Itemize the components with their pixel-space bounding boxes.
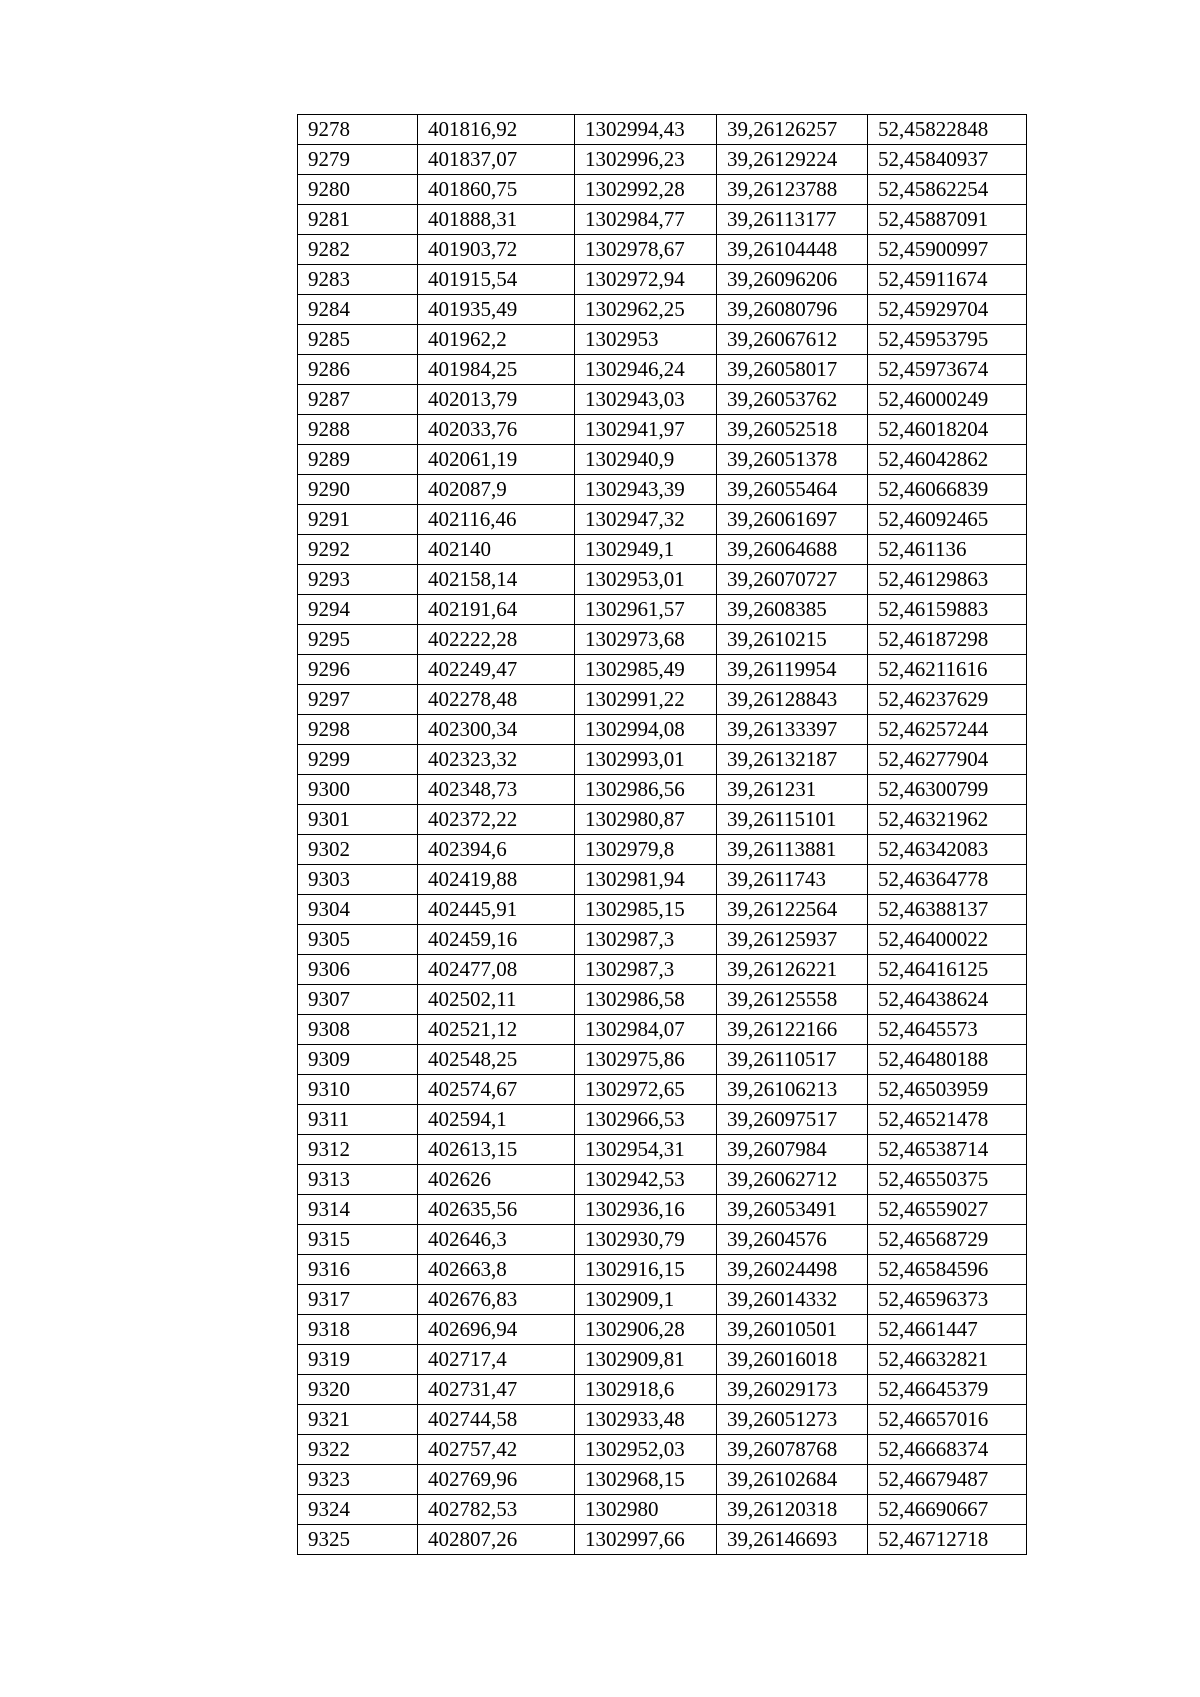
x-coordinate-cell: 402140	[418, 535, 575, 565]
y-coordinate-cell: 1302979,8	[575, 835, 717, 865]
x-coordinate-cell: 402635,56	[418, 1195, 575, 1225]
x-coordinate-cell: 402548,25	[418, 1045, 575, 1075]
latitude-cell: 52,45900997	[868, 235, 1027, 265]
y-coordinate-cell: 1302961,57	[575, 595, 717, 625]
y-coordinate-cell: 1302975,86	[575, 1045, 717, 1075]
point-number-cell: 9278	[298, 115, 418, 145]
longitude-cell: 39,26146693	[717, 1525, 868, 1555]
point-number-cell: 9293	[298, 565, 418, 595]
x-coordinate-cell: 402348,73	[418, 775, 575, 805]
point-number-cell: 9313	[298, 1165, 418, 1195]
y-coordinate-cell: 1302943,03	[575, 385, 717, 415]
point-number-cell: 9300	[298, 775, 418, 805]
x-coordinate-cell: 402769,96	[418, 1465, 575, 1495]
table-row	[298, 415, 1027, 445]
longitude-cell: 39,26055464	[717, 475, 868, 505]
longitude-cell: 39,26129224	[717, 145, 868, 175]
table-row	[298, 835, 1027, 865]
table-row	[298, 1315, 1027, 1345]
longitude-cell: 39,26052518	[717, 415, 868, 445]
point-number-cell: 9302	[298, 835, 418, 865]
longitude-cell: 39,26078768	[717, 1435, 868, 1465]
longitude-cell: 39,26128843	[717, 685, 868, 715]
point-number-cell: 9294	[298, 595, 418, 625]
point-number-cell: 9315	[298, 1225, 418, 1255]
latitude-cell: 52,46129863	[868, 565, 1027, 595]
table-row	[298, 1165, 1027, 1195]
table-row	[298, 445, 1027, 475]
table-row	[298, 1495, 1027, 1525]
longitude-cell: 39,26102684	[717, 1465, 868, 1495]
y-coordinate-cell: 1302943,39	[575, 475, 717, 505]
x-coordinate-cell: 402419,88	[418, 865, 575, 895]
y-coordinate-cell: 1302972,65	[575, 1075, 717, 1105]
y-coordinate-cell: 1302909,1	[575, 1285, 717, 1315]
y-coordinate-cell: 1302993,01	[575, 745, 717, 775]
longitude-cell: 39,26067612	[717, 325, 868, 355]
y-coordinate-cell: 1302954,31	[575, 1135, 717, 1165]
point-number-cell: 9282	[298, 235, 418, 265]
table-row	[298, 1135, 1027, 1165]
point-number-cell: 9283	[298, 265, 418, 295]
y-coordinate-cell: 1302986,58	[575, 985, 717, 1015]
table-row	[298, 715, 1027, 745]
latitude-cell: 52,46257244	[868, 715, 1027, 745]
x-coordinate-cell: 402249,47	[418, 655, 575, 685]
y-coordinate-cell: 1302918,6	[575, 1375, 717, 1405]
point-number-cell: 9324	[298, 1495, 418, 1525]
point-number-cell: 9316	[298, 1255, 418, 1285]
longitude-cell: 39,26115101	[717, 805, 868, 835]
point-number-cell: 9311	[298, 1105, 418, 1135]
x-coordinate-cell: 402613,15	[418, 1135, 575, 1165]
latitude-cell: 52,46300799	[868, 775, 1027, 805]
x-coordinate-cell: 401860,75	[418, 175, 575, 205]
x-coordinate-cell: 402061,19	[418, 445, 575, 475]
x-coordinate-cell: 402394,6	[418, 835, 575, 865]
x-coordinate-cell: 402191,64	[418, 595, 575, 625]
longitude-cell: 39,26010501	[717, 1315, 868, 1345]
x-coordinate-cell: 402502,11	[418, 985, 575, 1015]
latitude-cell: 52,45822848	[868, 115, 1027, 145]
table-row	[298, 775, 1027, 805]
y-coordinate-cell: 1302978,67	[575, 235, 717, 265]
point-number-cell: 9287	[298, 385, 418, 415]
x-coordinate-cell: 402222,28	[418, 625, 575, 655]
longitude-cell: 39,26122166	[717, 1015, 868, 1045]
y-coordinate-cell: 1302980	[575, 1495, 717, 1525]
x-coordinate-cell: 402731,47	[418, 1375, 575, 1405]
table-row	[298, 925, 1027, 955]
y-coordinate-cell: 1302985,15	[575, 895, 717, 925]
longitude-cell: 39,26016018	[717, 1345, 868, 1375]
y-coordinate-cell: 1302994,43	[575, 115, 717, 145]
table-row	[298, 1105, 1027, 1135]
table-row	[298, 1015, 1027, 1045]
table-row	[298, 265, 1027, 295]
longitude-cell: 39,26096206	[717, 265, 868, 295]
longitude-cell: 39,26126221	[717, 955, 868, 985]
latitude-cell: 52,45929704	[868, 295, 1027, 325]
longitude-cell: 39,2610215	[717, 625, 868, 655]
longitude-cell: 39,26113177	[717, 205, 868, 235]
table-row	[298, 1405, 1027, 1435]
y-coordinate-cell: 1302996,23	[575, 145, 717, 175]
longitude-cell: 39,26058017	[717, 355, 868, 385]
point-number-cell: 9306	[298, 955, 418, 985]
y-coordinate-cell: 1302916,15	[575, 1255, 717, 1285]
table-row	[298, 745, 1027, 775]
latitude-cell: 52,46000249	[868, 385, 1027, 415]
latitude-cell: 52,45973674	[868, 355, 1027, 385]
longitude-cell: 39,26125937	[717, 925, 868, 955]
longitude-cell: 39,2608385	[717, 595, 868, 625]
x-coordinate-cell: 402372,22	[418, 805, 575, 835]
table-row	[298, 685, 1027, 715]
table-row	[298, 145, 1027, 175]
point-number-cell: 9301	[298, 805, 418, 835]
longitude-cell: 39,26097517	[717, 1105, 868, 1135]
longitude-cell: 39,26125558	[717, 985, 868, 1015]
point-number-cell: 9320	[298, 1375, 418, 1405]
x-coordinate-cell: 402459,16	[418, 925, 575, 955]
table-row	[298, 325, 1027, 355]
point-number-cell: 9314	[298, 1195, 418, 1225]
table-row	[298, 1195, 1027, 1225]
y-coordinate-cell: 1302909,81	[575, 1345, 717, 1375]
longitude-cell: 39,2611743	[717, 865, 868, 895]
table-row	[298, 115, 1027, 145]
x-coordinate-cell: 402116,46	[418, 505, 575, 535]
longitude-cell: 39,26132187	[717, 745, 868, 775]
longitude-cell: 39,26053762	[717, 385, 868, 415]
table-row	[298, 1345, 1027, 1375]
y-coordinate-cell: 1302984,07	[575, 1015, 717, 1045]
latitude-cell: 52,46092465	[868, 505, 1027, 535]
x-coordinate-cell: 402574,67	[418, 1075, 575, 1105]
latitude-cell: 52,46321962	[868, 805, 1027, 835]
table-row	[298, 475, 1027, 505]
point-number-cell: 9292	[298, 535, 418, 565]
point-number-cell: 9289	[298, 445, 418, 475]
point-number-cell: 9299	[298, 745, 418, 775]
point-number-cell: 9296	[298, 655, 418, 685]
table-row	[298, 235, 1027, 265]
longitude-cell: 39,26106213	[717, 1075, 868, 1105]
point-number-cell: 9309	[298, 1045, 418, 1075]
table-row	[298, 955, 1027, 985]
y-coordinate-cell: 1302986,56	[575, 775, 717, 805]
y-coordinate-cell: 1302980,87	[575, 805, 717, 835]
point-number-cell: 9307	[298, 985, 418, 1015]
longitude-cell: 39,26126257	[717, 115, 868, 145]
x-coordinate-cell: 401962,2	[418, 325, 575, 355]
latitude-cell: 52,46645379	[868, 1375, 1027, 1405]
latitude-cell: 52,46388137	[868, 895, 1027, 925]
point-number-cell: 9304	[298, 895, 418, 925]
y-coordinate-cell: 1302994,08	[575, 715, 717, 745]
y-coordinate-cell: 1302940,9	[575, 445, 717, 475]
point-number-cell: 9312	[298, 1135, 418, 1165]
point-number-cell: 9305	[298, 925, 418, 955]
point-number-cell: 9281	[298, 205, 418, 235]
x-coordinate-cell: 402158,14	[418, 565, 575, 595]
longitude-cell: 39,26123788	[717, 175, 868, 205]
x-coordinate-cell: 402782,53	[418, 1495, 575, 1525]
y-coordinate-cell: 1302941,97	[575, 415, 717, 445]
latitude-cell: 52,46679487	[868, 1465, 1027, 1495]
latitude-cell: 52,46438624	[868, 985, 1027, 1015]
point-number-cell: 9290	[298, 475, 418, 505]
longitude-cell: 39,261231	[717, 775, 868, 805]
point-number-cell: 9284	[298, 295, 418, 325]
latitude-cell: 52,46559027	[868, 1195, 1027, 1225]
longitude-cell: 39,26024498	[717, 1255, 868, 1285]
latitude-cell: 52,45840937	[868, 145, 1027, 175]
table-row	[298, 1435, 1027, 1465]
longitude-cell: 39,26062712	[717, 1165, 868, 1195]
table-row	[298, 295, 1027, 325]
longitude-cell: 39,26133397	[717, 715, 868, 745]
coordinates-table	[297, 114, 1027, 1555]
y-coordinate-cell: 1302984,77	[575, 205, 717, 235]
latitude-cell: 52,46342083	[868, 835, 1027, 865]
x-coordinate-cell: 402278,48	[418, 685, 575, 715]
coordinates-table-body	[298, 115, 1027, 1555]
table-row	[298, 1525, 1027, 1555]
x-coordinate-cell: 402013,79	[418, 385, 575, 415]
x-coordinate-cell: 402757,42	[418, 1435, 575, 1465]
table-row	[298, 655, 1027, 685]
table-row	[298, 865, 1027, 895]
point-number-cell: 9308	[298, 1015, 418, 1045]
latitude-cell: 52,46211616	[868, 655, 1027, 685]
point-number-cell: 9323	[298, 1465, 418, 1495]
latitude-cell: 52,46712718	[868, 1525, 1027, 1555]
longitude-cell: 39,2604576	[717, 1225, 868, 1255]
x-coordinate-cell: 401816,92	[418, 115, 575, 145]
x-coordinate-cell: 401837,07	[418, 145, 575, 175]
x-coordinate-cell: 402477,08	[418, 955, 575, 985]
y-coordinate-cell: 1302933,48	[575, 1405, 717, 1435]
latitude-cell: 52,46538714	[868, 1135, 1027, 1165]
x-coordinate-cell: 402807,26	[418, 1525, 575, 1555]
table-row	[298, 805, 1027, 835]
latitude-cell: 52,46584596	[868, 1255, 1027, 1285]
y-coordinate-cell: 1302962,25	[575, 295, 717, 325]
y-coordinate-cell: 1302953	[575, 325, 717, 355]
y-coordinate-cell: 1302987,3	[575, 925, 717, 955]
point-number-cell: 9291	[298, 505, 418, 535]
table-row	[298, 625, 1027, 655]
x-coordinate-cell: 401984,25	[418, 355, 575, 385]
y-coordinate-cell: 1302987,3	[575, 955, 717, 985]
point-number-cell: 9322	[298, 1435, 418, 1465]
table-row	[298, 985, 1027, 1015]
longitude-cell: 39,26029173	[717, 1375, 868, 1405]
point-number-cell: 9303	[298, 865, 418, 895]
latitude-cell: 52,46568729	[868, 1225, 1027, 1255]
x-coordinate-cell: 402744,58	[418, 1405, 575, 1435]
point-number-cell: 9298	[298, 715, 418, 745]
y-coordinate-cell: 1302968,15	[575, 1465, 717, 1495]
latitude-cell: 52,46632821	[868, 1345, 1027, 1375]
y-coordinate-cell: 1302942,53	[575, 1165, 717, 1195]
longitude-cell: 39,2607984	[717, 1135, 868, 1165]
table-row	[298, 505, 1027, 535]
table-row	[298, 895, 1027, 925]
latitude-cell: 52,46550375	[868, 1165, 1027, 1195]
table-row	[298, 595, 1027, 625]
latitude-cell: 52,45953795	[868, 325, 1027, 355]
longitude-cell: 39,26122564	[717, 895, 868, 925]
latitude-cell: 52,46187298	[868, 625, 1027, 655]
point-number-cell: 9318	[298, 1315, 418, 1345]
latitude-cell: 52,46668374	[868, 1435, 1027, 1465]
x-coordinate-cell: 401903,72	[418, 235, 575, 265]
x-coordinate-cell: 401915,54	[418, 265, 575, 295]
latitude-cell: 52,46400022	[868, 925, 1027, 955]
x-coordinate-cell: 402300,34	[418, 715, 575, 745]
longitude-cell: 39,26110517	[717, 1045, 868, 1075]
x-coordinate-cell: 402663,8	[418, 1255, 575, 1285]
y-coordinate-cell: 1302952,03	[575, 1435, 717, 1465]
point-number-cell: 9279	[298, 145, 418, 175]
latitude-cell: 52,461136	[868, 535, 1027, 565]
y-coordinate-cell: 1302949,1	[575, 535, 717, 565]
table-row	[298, 1255, 1027, 1285]
point-number-cell: 9325	[298, 1525, 418, 1555]
x-coordinate-cell: 402087,9	[418, 475, 575, 505]
latitude-cell: 52,46657016	[868, 1405, 1027, 1435]
y-coordinate-cell: 1302972,94	[575, 265, 717, 295]
x-coordinate-cell: 402646,3	[418, 1225, 575, 1255]
y-coordinate-cell: 1302953,01	[575, 565, 717, 595]
table-row	[298, 205, 1027, 235]
y-coordinate-cell: 1302991,22	[575, 685, 717, 715]
y-coordinate-cell: 1302947,32	[575, 505, 717, 535]
longitude-cell: 39,26051273	[717, 1405, 868, 1435]
table-row	[298, 535, 1027, 565]
latitude-cell: 52,46277904	[868, 745, 1027, 775]
y-coordinate-cell: 1302936,16	[575, 1195, 717, 1225]
y-coordinate-cell: 1302966,53	[575, 1105, 717, 1135]
table-row	[298, 1375, 1027, 1405]
y-coordinate-cell: 1302973,68	[575, 625, 717, 655]
point-number-cell: 9288	[298, 415, 418, 445]
latitude-cell: 52,46521478	[868, 1105, 1027, 1135]
latitude-cell: 52,46416125	[868, 955, 1027, 985]
latitude-cell: 52,46159883	[868, 595, 1027, 625]
latitude-cell: 52,46364778	[868, 865, 1027, 895]
longitude-cell: 39,26104448	[717, 235, 868, 265]
latitude-cell: 52,46480188	[868, 1045, 1027, 1075]
x-coordinate-cell: 402033,76	[418, 415, 575, 445]
longitude-cell: 39,26070727	[717, 565, 868, 595]
latitude-cell: 52,45862254	[868, 175, 1027, 205]
point-number-cell: 9285	[298, 325, 418, 355]
latitude-cell: 52,46596373	[868, 1285, 1027, 1315]
point-number-cell: 9295	[298, 625, 418, 655]
x-coordinate-cell: 402717,4	[418, 1345, 575, 1375]
latitude-cell: 52,46690667	[868, 1495, 1027, 1525]
y-coordinate-cell: 1302930,79	[575, 1225, 717, 1255]
latitude-cell: 52,45887091	[868, 205, 1027, 235]
x-coordinate-cell: 402445,91	[418, 895, 575, 925]
longitude-cell: 39,26053491	[717, 1195, 868, 1225]
x-coordinate-cell: 402521,12	[418, 1015, 575, 1045]
point-number-cell: 9286	[298, 355, 418, 385]
x-coordinate-cell: 401935,49	[418, 295, 575, 325]
longitude-cell: 39,26120318	[717, 1495, 868, 1525]
longitude-cell: 39,26113881	[717, 835, 868, 865]
point-number-cell: 9319	[298, 1345, 418, 1375]
y-coordinate-cell: 1302981,94	[575, 865, 717, 895]
table-row	[298, 1285, 1027, 1315]
table-row	[298, 565, 1027, 595]
x-coordinate-cell: 401888,31	[418, 205, 575, 235]
longitude-cell: 39,26051378	[717, 445, 868, 475]
table-row	[298, 175, 1027, 205]
x-coordinate-cell: 402676,83	[418, 1285, 575, 1315]
latitude-cell: 52,45911674	[868, 265, 1027, 295]
latitude-cell: 52,46503959	[868, 1075, 1027, 1105]
table-row	[298, 1465, 1027, 1495]
table-row	[298, 385, 1027, 415]
longitude-cell: 39,26119954	[717, 655, 868, 685]
longitude-cell: 39,26064688	[717, 535, 868, 565]
longitude-cell: 39,26014332	[717, 1285, 868, 1315]
table-row	[298, 1075, 1027, 1105]
y-coordinate-cell: 1302992,28	[575, 175, 717, 205]
x-coordinate-cell: 402594,1	[418, 1105, 575, 1135]
longitude-cell: 39,26061697	[717, 505, 868, 535]
latitude-cell: 52,46066839	[868, 475, 1027, 505]
point-number-cell: 9321	[298, 1405, 418, 1435]
point-number-cell: 9310	[298, 1075, 418, 1105]
table-row	[298, 1045, 1027, 1075]
y-coordinate-cell: 1302997,66	[575, 1525, 717, 1555]
x-coordinate-cell: 402323,32	[418, 745, 575, 775]
latitude-cell: 52,4661447	[868, 1315, 1027, 1345]
latitude-cell: 52,46237629	[868, 685, 1027, 715]
latitude-cell: 52,4645573	[868, 1015, 1027, 1045]
x-coordinate-cell: 402626	[418, 1165, 575, 1195]
point-number-cell: 9280	[298, 175, 418, 205]
table-row	[298, 355, 1027, 385]
latitude-cell: 52,46018204	[868, 415, 1027, 445]
table-row	[298, 1225, 1027, 1255]
point-number-cell: 9317	[298, 1285, 418, 1315]
y-coordinate-cell: 1302946,24	[575, 355, 717, 385]
x-coordinate-cell: 402696,94	[418, 1315, 575, 1345]
latitude-cell: 52,46042862	[868, 445, 1027, 475]
point-number-cell: 9297	[298, 685, 418, 715]
y-coordinate-cell: 1302985,49	[575, 655, 717, 685]
longitude-cell: 39,26080796	[717, 295, 868, 325]
y-coordinate-cell: 1302906,28	[575, 1315, 717, 1345]
